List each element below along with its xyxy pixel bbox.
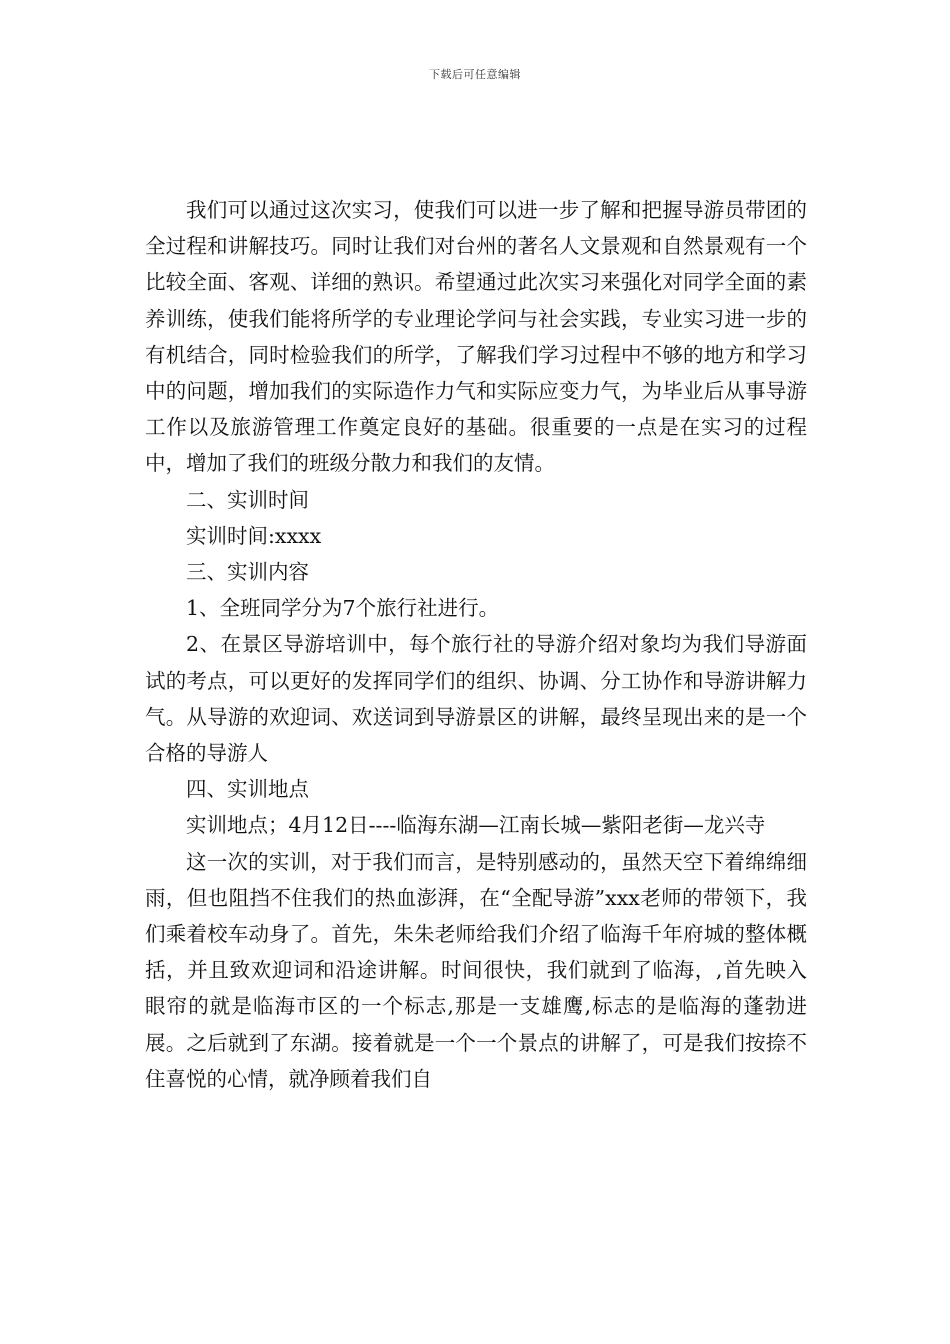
paragraph-narrative: 这一次的实训，对于我们而言，是特别感动的，虽然天空下着绵绵细雨，但也阻挡不住我们的热血澎湃，在“全配导游”xxx老师的带领下，我们乘着校车动身了。首先，朱朱老师给我们介绍了临海千年府城的整体概括，并且致欢迎词和沿途讲解。时间很快，我们就到了临海，,首先映入眼帘的就是临海市区的一个标志,那是一支雄鹰,标志的是临海的蓬勃进展。之后就到了东湖。接着就是一个一个景点的讲解了，可是我们按捺不住喜悦的心情，就净顾着我们自 bbox=[145, 849, 807, 1091]
paragraph-content-item-1: 1、全班同学分为7个旅行社进行。 bbox=[186, 596, 500, 621]
paragraph-intro: 我们可以通过这次实习，使我们可以进一步了解和把握导游员带团的全过程和讲解技巧。同时让我们对台州的著名人文景观和自然景观有一个比较全面、客观、详细的熟识。希望通过此次实习来强化对同学全面的素养训练，使我们能将所学的专业理论学问与社会实践，专业实习进一步的有机结合，同时检验我们的所学，了解我们学习过程中不够的地方和学习中的问题，增加我们的实际造作力气和实际应变力气，为毕业后从事导游工作以及旅游管理工作奠定良好的基础。很重要的一点是在实习的过程中，增加了我们的班级分散力和我们的友情。 bbox=[145, 198, 807, 476]
paragraph-location: 实训地点；4月12日----临海东湖—江南长城—紫阳老街—龙兴寺 bbox=[186, 813, 766, 838]
section-heading-location: 四、实训地点 bbox=[186, 777, 309, 802]
section-heading-time: 二、实训时间 bbox=[186, 487, 309, 512]
document-body bbox=[145, 192, 807, 1097]
page-header: 下载后可任意编辑 bbox=[429, 68, 521, 81]
paragraph-content-item-2: 2、在景区导游培训中，每个旅行社的导游介绍对象均为我们导游面试的考点，可以更好的发挥同学们的组织、协调、分工协作和导游讲解力气。从导游的欢迎词、欢送词到导游景区的讲解，最终呈现出来的是一个合格的导游人 bbox=[145, 632, 807, 766]
paragraph-time: 实训时间:xxxx bbox=[186, 523, 322, 548]
section-heading-content: 三、实训内容 bbox=[186, 560, 309, 585]
